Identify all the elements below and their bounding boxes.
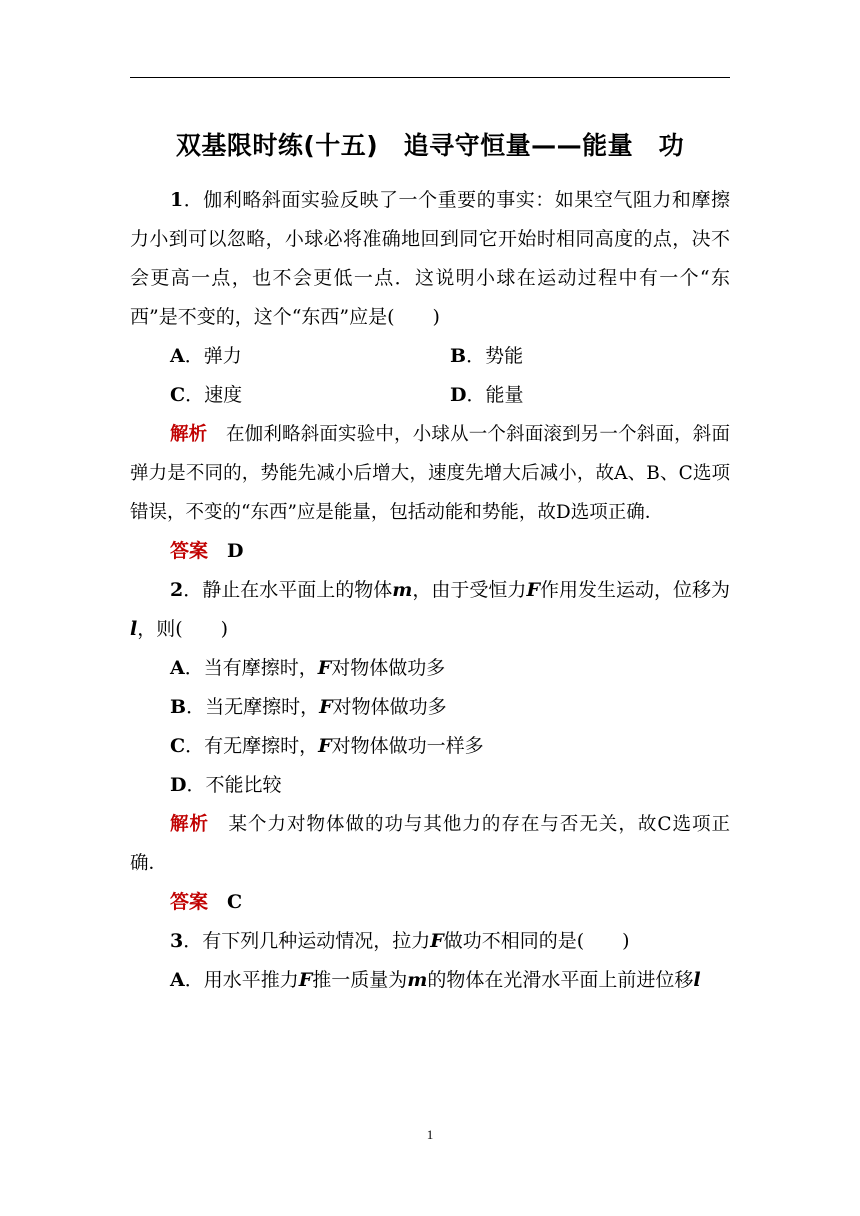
answer-value: C xyxy=(227,891,243,913)
answer-label: 答案 xyxy=(170,891,209,913)
answer-label: 答案 xyxy=(170,540,209,562)
page-title: 双基限时练(十五) 追寻守恒量——能量 功 xyxy=(175,131,685,160)
option-2c: C．有无摩擦时，F对物体做功一样多 xyxy=(170,735,484,757)
page-number: 1 xyxy=(426,1127,434,1142)
analysis-text: 在伽利略斜面实验中，小球从一个斜面滚到另一个斜面，斜面弹力是不同的，势能先减小后增大，速度先增大后减小，故A、B、C选项错误，不变的“东西”应是能量，包括动能和势能，故D选项正确． xyxy=(130,424,730,523)
question-1-options-row-1 xyxy=(130,337,730,376)
option-1b: B．势能 xyxy=(450,345,524,367)
option-3a: A．用水平推力F推一质量为m的物体在光滑水平面上前进位移l xyxy=(170,969,701,991)
question-1-analysis xyxy=(130,415,730,532)
question-3-number: 3 xyxy=(170,930,184,952)
question-2-answer xyxy=(130,883,730,922)
question-1-number: 1 xyxy=(170,189,184,211)
question-1-options-row-2 xyxy=(130,376,730,415)
question-1-answer xyxy=(130,532,730,571)
question-1-stem: 1．伽利略斜面实验反映了一个重要的事实：如果空气阻力和摩擦力小到可以忽略，小球必将准确地回到同它开始时相同高度的点，决不会更高一点，也不会更低一点．这说明小球在运动过程中有一个“东西”是不变的，这个“东西”应是( ) xyxy=(130,189,730,328)
option-2b: B．当无摩擦时，F对物体做功多 xyxy=(170,696,447,718)
header-rule xyxy=(130,77,730,78)
option-1a: A．弹力 xyxy=(170,345,242,367)
option-1d: D．能量 xyxy=(450,384,524,406)
option-1c: C．速度 xyxy=(170,384,243,406)
answer-value: D xyxy=(227,540,244,562)
option-2a: A．当有摩擦时，F对物体做功多 xyxy=(170,657,446,679)
analysis-label: 解析 xyxy=(170,814,209,835)
question-2-analysis xyxy=(130,805,730,883)
question-3-stem: 3．有下列几种运动情况，拉力F做功不相同的是( ) xyxy=(170,930,630,952)
analysis-text: 某个力对物体做的功与其他力的存在与否无关，故C选项正确． xyxy=(130,814,730,874)
option-2d: D．不能比较 xyxy=(170,774,282,796)
document-body xyxy=(130,181,730,1000)
question-2-number: 2 xyxy=(170,579,184,601)
analysis-label: 解析 xyxy=(170,424,208,445)
question-2-stem: 2．静止在水平面上的物体m，由于受恒力F作用发生运动，位移为l，则( ) xyxy=(130,579,730,640)
question-1-text: 伽利略斜面实验反映了一个重要的事实：如果空气阻力和摩擦力小到可以忽略，小球必将准确地回到同它开始时相同高度的点，决不会更高一点，也不会更低一点．这说明小球在运动过程中有一个“东西”是不变的，这个“东西”应是( ) xyxy=(130,189,730,328)
